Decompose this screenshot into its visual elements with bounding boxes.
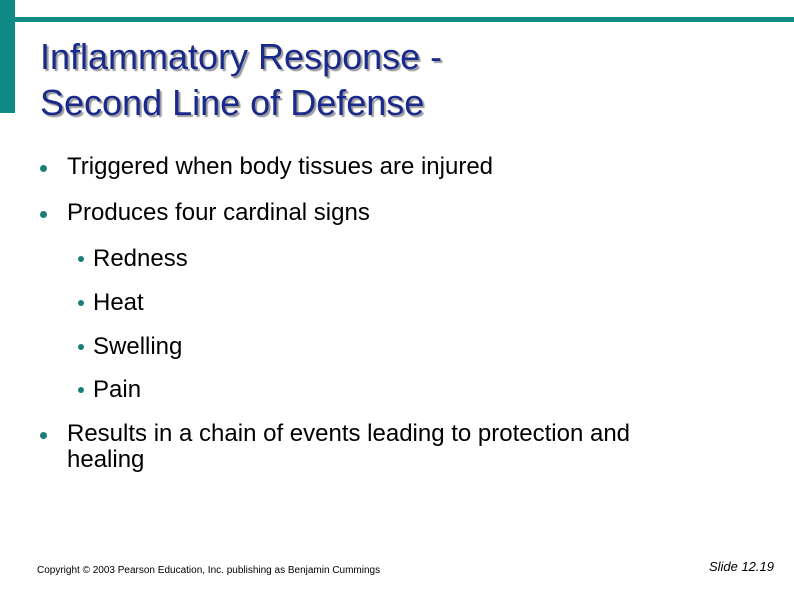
sub-bullet-item bbox=[93, 377, 141, 403]
sub-bullet-text: Swelling bbox=[93, 333, 183, 360]
sub-bullet-text: Redness bbox=[93, 245, 188, 272]
sub-bullet-text: Pain bbox=[93, 376, 142, 403]
sub-bullet-item bbox=[93, 290, 144, 316]
bullet-dot-icon bbox=[78, 344, 84, 350]
bullet-text: Triggered when body tissues are injured bbox=[67, 153, 494, 180]
slide-number: Slide 12.19 bbox=[708, 559, 774, 574]
sub-bullet-text: Heat bbox=[93, 289, 144, 316]
bullet-dot-icon bbox=[40, 432, 47, 439]
sub-bullet-item bbox=[93, 334, 182, 360]
bullet-item bbox=[67, 154, 493, 180]
bullet-item bbox=[67, 200, 370, 226]
bullet-dot-icon bbox=[40, 165, 47, 172]
bullet-dot-icon bbox=[78, 256, 84, 262]
bullet-item bbox=[67, 421, 707, 473]
bullet-text: Produces four cardinal signs bbox=[67, 199, 370, 226]
sub-bullet-item bbox=[93, 246, 188, 272]
bullet-text: Results in a chain of events leading to protection and healing bbox=[67, 420, 631, 473]
bullet-dot-icon bbox=[78, 387, 84, 393]
slide-title bbox=[40, 34, 442, 126]
footer-copyright: Copyright © 2003 Pearson Education, Inc. publishing as Benjamin Cummings bbox=[37, 565, 381, 576]
bullet-dot-icon bbox=[40, 211, 47, 218]
accent-bar-horizontal bbox=[0, 17, 794, 22]
bullet-dot-icon bbox=[78, 300, 84, 306]
slide-title-line-1: Inflammatory Response - bbox=[40, 36, 443, 77]
slide-title-line-2: Second Line of Defense bbox=[40, 82, 425, 123]
